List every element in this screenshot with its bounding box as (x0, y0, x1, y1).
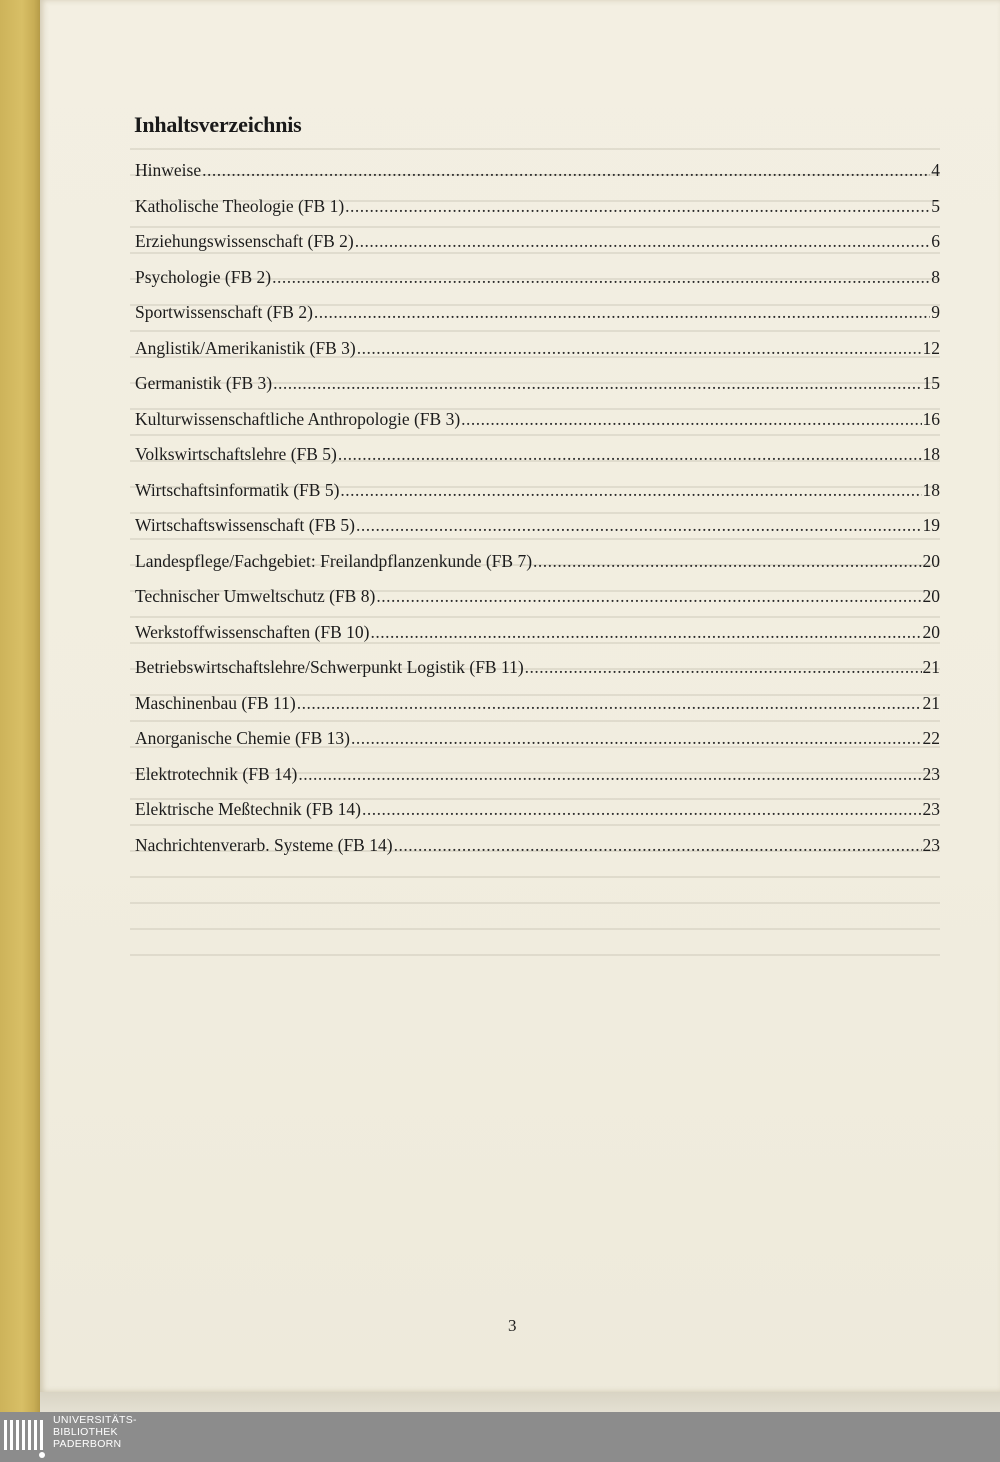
toc-entry (135, 835, 940, 871)
toc-entry (135, 622, 940, 658)
toc-entry-page: 16 (922, 408, 940, 429)
toc-entry-page: 5 (931, 195, 940, 216)
toc-entry-page: 4 (931, 160, 940, 180)
toc-entry-label: Hinweise (135, 160, 202, 180)
toc-entry (135, 480, 940, 516)
toc-entry (135, 267, 940, 303)
toc-entry (135, 160, 940, 196)
toc-entry (135, 764, 940, 800)
toc-entry-label: Wirtschaftsinformatik (FB 5) (135, 479, 340, 500)
toc-leader-dots (394, 835, 922, 856)
toc-leader-dots (338, 444, 922, 465)
toc-entry-page: 18 (922, 444, 940, 464)
toc-entry-label: Kulturwissenschaftliche Anthropologie (FB 3) (135, 408, 461, 429)
page-number: 3 (508, 1316, 517, 1335)
toc-entry-page: 20 (922, 586, 940, 606)
toc-entry (135, 799, 940, 835)
book-binding-edge (0, 0, 40, 1412)
toc-entry (135, 444, 940, 480)
toc-entry (135, 693, 940, 729)
toc-entry-label: Sportwissenschaft (FB 2) (135, 302, 313, 322)
toc-entry-page: 21 (922, 657, 940, 677)
toc-leader-dots (340, 480, 921, 501)
toc-entry-label: Psychologie (FB 2) (135, 266, 272, 287)
toc-leader-dots (314, 302, 930, 323)
toc-leader-dots (356, 515, 922, 536)
toc-entry (135, 409, 940, 445)
toc-entry (135, 231, 940, 267)
toc-entry-page: 23 (922, 763, 940, 784)
toc-entry-label: Katholische Theologie (FB 1) (135, 195, 345, 216)
toc-entry-page: 23 (922, 834, 940, 855)
toc-entry (135, 515, 940, 551)
toc-leader-dots (376, 586, 921, 607)
toc-entry-label: Werkstoffwissenschaften (FB 10) (135, 621, 370, 642)
toc-leader-dots (355, 231, 931, 252)
toc-leader-dots (357, 338, 922, 359)
library-footer-bar (0, 1412, 1000, 1462)
toc-leader-dots (298, 764, 921, 785)
toc-leader-dots (533, 551, 921, 572)
toc-entry-page: 15 (922, 373, 940, 393)
toc-entry-page: 20 (922, 550, 940, 571)
library-logo-text (53, 1414, 137, 1450)
toc-entry-label: Maschinenbau (FB 11) (135, 692, 296, 713)
toc-entry-label: Nachrichtenverarb. Systeme (FB 14) (135, 834, 393, 855)
toc-entry-label: Volkswirtschaftslehre (FB 5) (135, 444, 337, 464)
toc-entry (135, 551, 940, 587)
library-logo-icon (2, 1414, 46, 1460)
logo-line-1: UNIVERSITÄTS- (53, 1414, 137, 1426)
page-bottom-edge (40, 1392, 1000, 1412)
toc-entry-page: 9 (931, 302, 940, 322)
toc-entry-label: Elektrische Meßtechnik (FB 14) (135, 799, 361, 819)
toc-leader-dots (297, 693, 922, 714)
toc-entry-page: 20 (922, 621, 940, 642)
toc-entry (135, 586, 940, 622)
toc-leader-dots (370, 622, 921, 643)
toc-leader-dots (461, 409, 921, 430)
toc-entry-label: Landespflege/Fachgebiet: Freilandpflanzenkunde (FB 7) (135, 550, 533, 571)
toc-entry-label: Betriebswirtschaftslehre/Schwerpunkt Logistik (FB 11) (135, 657, 524, 677)
toc-leader-dots (345, 196, 930, 217)
toc-entry-page: 12 (922, 337, 940, 358)
toc-entry-page: 8 (931, 266, 940, 287)
logo-line-3: PADERBORN (53, 1438, 122, 1450)
toc-leader-dots (202, 160, 930, 181)
toc-entry-page: 6 (931, 231, 940, 251)
toc-entry-label: Germanistik (FB 3) (135, 373, 273, 393)
toc-title: Inhaltsverzeichnis (134, 112, 302, 137)
toc-entry-label: Wirtschaftswissenschaft (FB 5) (135, 515, 355, 535)
toc-entry (135, 196, 940, 232)
toc-entry (135, 302, 940, 338)
toc-entry (135, 373, 940, 409)
toc-leader-dots (362, 799, 922, 820)
toc-list (135, 160, 940, 870)
toc-leader-dots (525, 657, 922, 678)
toc-entry-page: 22 (922, 728, 940, 748)
toc-entry-label: Elektrotechnik (FB 14) (135, 763, 298, 784)
toc-entry-label: Anorganische Chemie (FB 13) (135, 728, 350, 748)
logo-line-2: BIBLIOTHEK (53, 1426, 118, 1438)
toc-entry-label: Erziehungswissenschaft (FB 2) (135, 231, 354, 251)
toc-leader-dots (273, 373, 921, 394)
toc-entry (135, 657, 940, 693)
toc-leader-dots (272, 267, 930, 288)
toc-entry (135, 728, 940, 764)
toc-entry-page: 18 (922, 479, 940, 500)
toc-entry-label: Technischer Umweltschutz (FB 8) (135, 586, 376, 606)
toc-entry-page: 23 (922, 799, 940, 819)
toc-entry-page: 19 (922, 515, 940, 535)
toc-entry (135, 338, 940, 374)
toc-entry-label: Anglistik/Amerikanistik (FB 3) (135, 337, 356, 358)
toc-entry-page: 21 (922, 692, 940, 713)
toc-leader-dots (351, 728, 922, 749)
